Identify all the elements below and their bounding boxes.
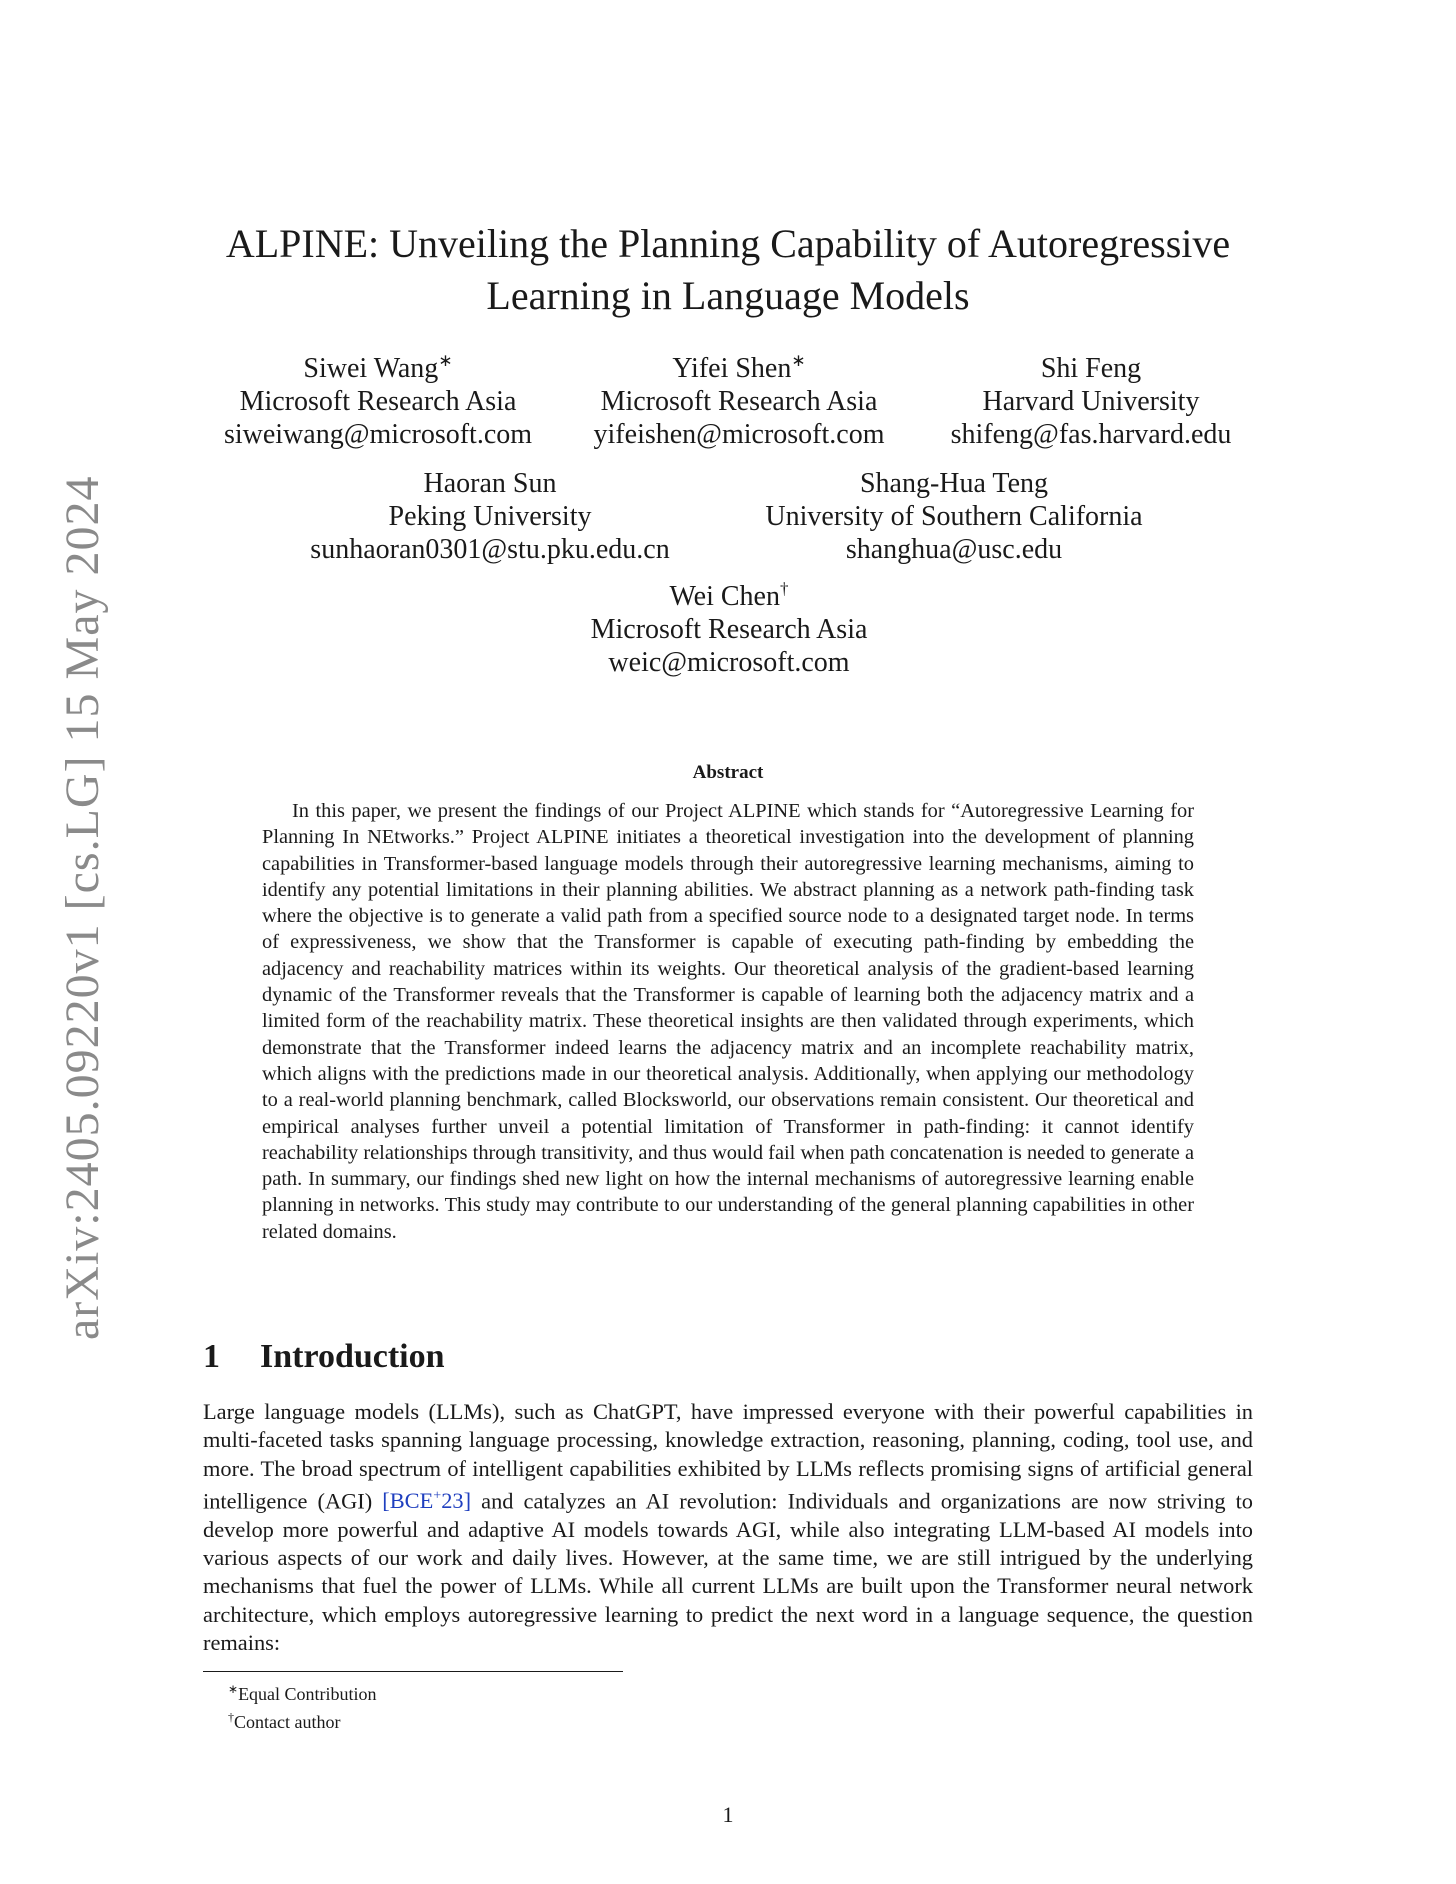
author-block bbox=[765, 467, 1142, 566]
footnote-contact-author: †Contact author bbox=[228, 1710, 341, 1732]
author-affiliation: University of Southern California bbox=[765, 501, 1143, 532]
author-name: Yifei Shen∗ bbox=[672, 351, 806, 384]
author-block bbox=[591, 580, 868, 679]
arxiv-identifier: arXiv:2405.09220v1 [cs.LG] 15 May 2024 bbox=[56, 475, 109, 1340]
author-email: siweiwang@microsoft.com bbox=[223, 419, 533, 450]
author-block bbox=[951, 352, 1232, 451]
abstract-body: In this paper, we present the findings of our Project ALPINE which stands for “Autoregressive Learning for Planning In NEtworks.” Project ALPINE initiates a theoretical investigation into the development of planning capabilities in Transformer-based language models through their autoregressive learning mechanisms, aiming to identify any potential limitations in their planning abilities. We abstract planning as a network path-finding task where the objective is to generate a valid path from a specified source node to a designated target node. In terms of expressiveness, we show that the Transformer is capable of executing path-finding by embedding the adjacency and reachability matrices within its weights. Our theoretical analysis of the gradient-based learning dynamic of the Transformer reveals that the Transformer is capable of learning both the adjacency matrix and a limited form of the reachability matrix. These theoretical insights are then validated through experiments, which demonstrate that the Transformer indeed learns the adjacency matrix and an incomplete reachability matrix, which aligns with the predictions made in our theoretical analysis. Additionally, when applying our methodology to a real-world planning benchmark, called Blocksworld, our observations remain consistent. Our theoretical and empirical analyses further unveil a potential limitation of Transformer in path-finding: it cannot identify reachability relationships through transitivity, and thus would fail when path concatenation is needed to generate a path. In summary, our findings shed new light on how the internal mechanisms of autoregressive learning enable planning in networks. This study may contribute to our understanding of the general planning capabilities in other related domains. bbox=[262, 800, 1194, 1243]
title-line-2: Learning in Language Models bbox=[486, 273, 970, 318]
citation-link[interactable]: [BCE+23] bbox=[382, 1488, 472, 1514]
intro-text: Large language models (LLMs), such as ChatGPT, have impressed everyone with their powerful capabilities in multi-faceted tasks spanning language processing, knowledge extraction, reasoning, planning, coding, tool use, and more. The broad spectrum of intelligent capabilities exhibited by LLMs reflects promising signs of artificial general intelligence (AGI) bbox=[203, 1399, 1253, 1514]
author-name: Wei Chen† bbox=[669, 579, 789, 612]
footnotes bbox=[228, 1678, 377, 1734]
author-email: shifeng@fas.harvard.edu bbox=[950, 419, 1232, 450]
author-affiliation: Peking University bbox=[388, 501, 592, 532]
author-email: sunhaoran0301@stu.pku.edu.cn bbox=[310, 534, 670, 565]
author-block bbox=[310, 467, 669, 566]
author-name: Haoran Sun bbox=[423, 468, 557, 499]
paper-title bbox=[200, 218, 1256, 322]
author-email: yifeishen@microsoft.com bbox=[593, 419, 885, 450]
author-affiliation: Harvard University bbox=[982, 386, 1200, 417]
author-affiliation: Microsoft Research Asia bbox=[590, 614, 868, 645]
section-heading bbox=[203, 1338, 445, 1376]
footnote-divider bbox=[203, 1671, 623, 1672]
author-name: Shi Feng bbox=[1040, 353, 1142, 384]
equal-contribution-mark: ∗ bbox=[791, 351, 806, 370]
author-block bbox=[224, 352, 532, 451]
footnote-equal-contribution: ∗Equal Contribution bbox=[228, 1682, 377, 1704]
section-number: 1 bbox=[203, 1338, 220, 1375]
author-affiliation: Microsoft Research Asia bbox=[239, 386, 517, 417]
equal-contribution-mark: ∗ bbox=[438, 351, 453, 370]
abstract-heading: Abstract bbox=[692, 762, 764, 783]
section-title: Introduction bbox=[260, 1338, 445, 1375]
author-email: weic@microsoft.com bbox=[608, 647, 850, 678]
intro-text: and catalyzes an AI revolution: Individuals and organizations are now striving to develop more powerful and adaptive AI models towards AGI, while also integrating LLM-based AI models into various aspects of our work and daily lives. However, at the same time, we are still intrigued by the underlying mechanisms that fuel the power of LLMs. While all current LLMs are built upon the Transformer neural network architecture, which employs autoregressive learning to predict the next word in a language sequence, the question remains: bbox=[203, 1488, 1253, 1655]
page-number: 1 bbox=[722, 1802, 734, 1827]
author-email: shanghua@usc.edu bbox=[845, 534, 1063, 565]
introduction-paragraph bbox=[203, 1398, 1253, 1657]
author-name: Shang-Hua Teng bbox=[859, 468, 1049, 499]
title-line-1: ALPINE: Unveiling the Planning Capability of Autoregressive bbox=[225, 221, 1231, 266]
contact-author-mark: † bbox=[779, 579, 789, 598]
author-affiliation: Microsoft Research Asia bbox=[600, 386, 878, 417]
author-block bbox=[594, 352, 885, 451]
author-name: Siwei Wang∗ bbox=[303, 351, 453, 384]
